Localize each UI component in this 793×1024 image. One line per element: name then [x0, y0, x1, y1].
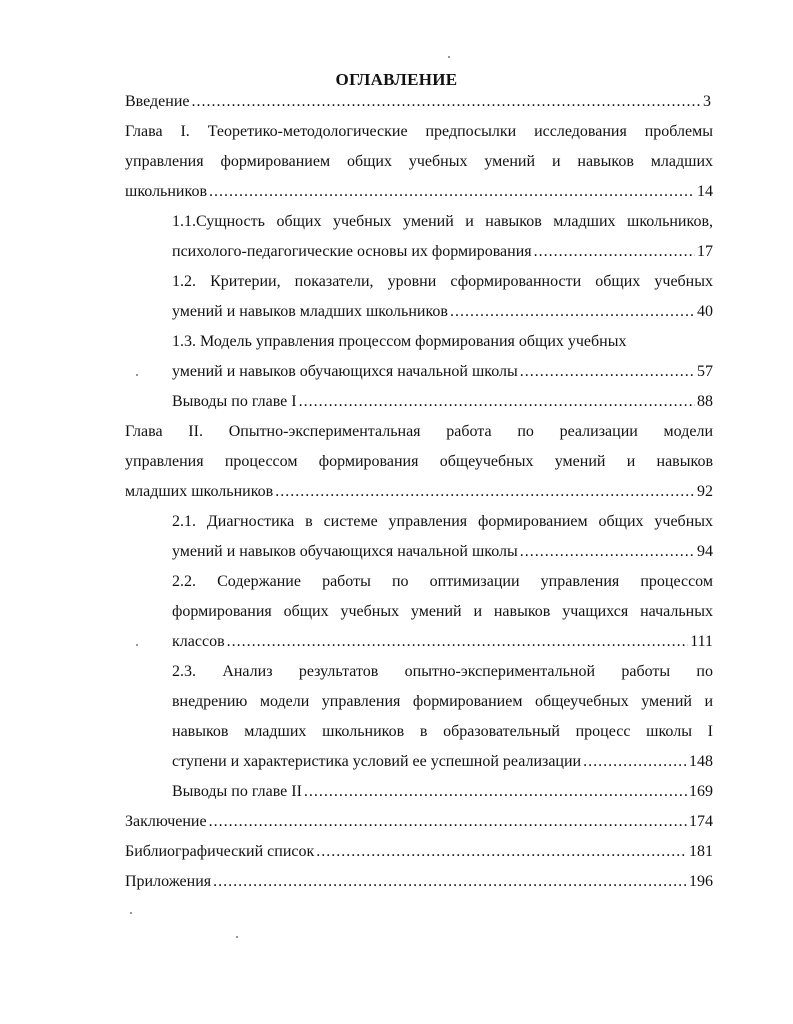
toc-entry-text: умений и навыков обучающихся начальной школы [172, 543, 518, 560]
toc-page-number: 181 [689, 843, 713, 860]
leader-dots [275, 482, 695, 502]
toc-entry-text: психолого-педагогические основы их формирования [172, 243, 532, 260]
toc-page-number: 3 [703, 93, 711, 110]
leader-dots [192, 92, 702, 112]
toc-page-number: 92 [697, 483, 713, 500]
leader-dots [316, 842, 687, 862]
toc-entry-text: Библиографический список [125, 843, 315, 860]
leader-dots [227, 632, 689, 652]
toc-section-2-2-line-3 [172, 632, 713, 652]
leader-dots [534, 242, 695, 262]
toc-chapter-2-line-2: управления процессом формирования общеучебных умений и навыков [125, 453, 713, 470]
toc-page-number: 94 [697, 543, 713, 560]
toc-section-1-3-line-1: 1.3. Модель управления процессом формирования общих учебных [172, 333, 627, 350]
toc-entry-intro [125, 92, 711, 112]
toc-page-number: 14 [697, 183, 713, 200]
leader-dots [520, 362, 695, 382]
toc-entry-text: Введение [125, 93, 190, 110]
toc-page-number: 196 [689, 873, 713, 890]
toc-section-1-3-line-2 [172, 362, 713, 382]
toc-page-number: 57 [697, 363, 713, 380]
toc-section-1-1-line-1: 1.1.Сущность общих учебных умений и навыков младших школьников, [172, 213, 713, 230]
leader-dots [209, 182, 695, 202]
toc-entry-appendices [125, 872, 713, 892]
toc-entry-conclusion [125, 812, 713, 832]
toc-entry-text: Выводы по главе II [172, 783, 302, 800]
toc-page-number: 40 [697, 303, 713, 320]
toc-chapter-1-line-3 [125, 182, 713, 202]
toc-section-2-1-line-2 [172, 542, 713, 562]
toc-chapter-2-line-1: Глава II. Опытно-экспериментальная работа по реализации модели [125, 423, 713, 440]
toc-section-2-3-line-1: 2.3. Анализ результатов опытно-экспериментальной работы по [172, 663, 713, 680]
toc-page-number: 111 [690, 633, 713, 650]
toc-entry-text: классов [172, 633, 225, 650]
toc-entry-text: Приложения [125, 873, 212, 890]
toc-section-1-1-line-2 [172, 242, 713, 262]
toc-chapter-1-line-2: управления формированием общих учебных умений и навыков младших [125, 153, 713, 170]
toc-conclusion-chapter-1 [172, 392, 713, 412]
toc-entry-text: умений и навыков обучающихся начальной школы [172, 363, 518, 380]
toc-page-number: 174 [689, 813, 713, 830]
leader-dots [450, 302, 695, 322]
toc-chapter-1-line-1: Глава I. Теоретико-методологические предпосылки исследования проблемы [125, 123, 713, 140]
leader-dots [209, 812, 687, 832]
toc-entry-text: умений и навыков младших школьников [172, 303, 448, 320]
page-title: ОГЛАВЛЕНИЕ [335, 70, 458, 89]
toc-section-2-3-line-4 [172, 752, 713, 772]
leader-dots [213, 872, 687, 892]
leader-dots [520, 542, 695, 562]
toc-conclusion-chapter-2 [172, 782, 713, 802]
toc-section-2-3-line-2: внедрению модели управления формированием общеучебных умений и [172, 693, 713, 710]
toc-entry-text: школьников [125, 183, 207, 200]
scan-speck [130, 912, 132, 914]
scan-speck [136, 374, 138, 376]
toc-page-number: 148 [689, 753, 713, 770]
toc-page-number: 169 [689, 783, 713, 800]
scan-speck [236, 936, 238, 938]
toc-chapter-2-line-3 [125, 482, 713, 502]
toc-entry-bibliography [125, 842, 713, 862]
toc-section-1-2-line-2 [172, 302, 713, 322]
leader-dots [304, 782, 687, 802]
toc-entry-text: младших школьников [125, 483, 274, 500]
leader-dots [583, 752, 687, 772]
toc-section-2-1-line-1: 2.1. Диагностика в системе управления формированием общих учебных [172, 513, 713, 530]
toc-section-2-3-line-3: навыков младших школьников в образовательный процесс школы I [172, 723, 713, 740]
scan-speck [136, 644, 138, 646]
toc-page-number: 88 [697, 393, 713, 410]
toc-entry-text: ступени и характеристика условий ее успешной реализации [172, 753, 582, 770]
toc-entry-text: Выводы по главе I [172, 393, 297, 410]
toc-section-2-2-line-2: формирования общих учебных умений и навыков учащихся начальных [172, 603, 713, 620]
toc-page-number: 17 [697, 243, 713, 260]
scan-speck [448, 56, 450, 58]
toc-section-1-2-line-1: 1.2. Критерии, показатели, уровни сформированности общих учебных [172, 273, 713, 290]
toc-section-2-2-line-1: 2.2. Содержание работы по оптимизации управления процессом [172, 573, 713, 590]
leader-dots [299, 392, 695, 412]
toc-entry-text: Заключение [125, 813, 207, 830]
